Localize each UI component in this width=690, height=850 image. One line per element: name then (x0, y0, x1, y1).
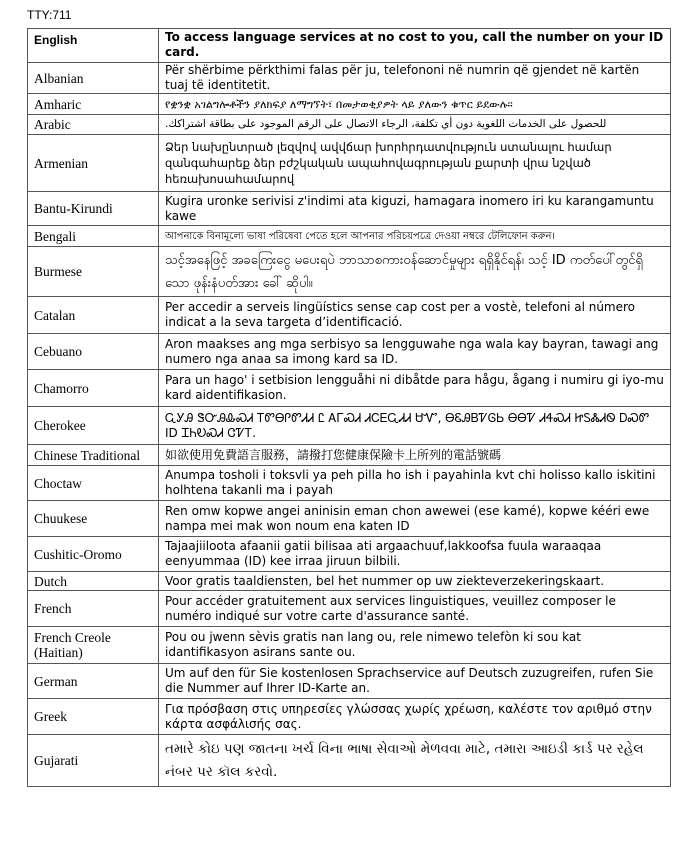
language-name: Amharic (28, 94, 159, 115)
table-row (28, 370, 671, 407)
language-name: Gujarati (28, 735, 159, 787)
language-text: Για πρόσβαση στις υπηρεσίες γλώσσας χωρίς χρέωση, καλέστε τον αριθμό στην κάρτα ασφάλισής σας. (159, 699, 671, 735)
language-text: Pour accéder gratuitement aux services linguistiques, veuillez composer le numéro indiqué sur votre carte d'assurance santé. (159, 591, 671, 627)
table-row (28, 247, 671, 297)
language-name: Albanian (28, 63, 159, 94)
language-name: Chinese Traditional (28, 445, 159, 466)
language-text: Anumpa tosholi i toksvli ya peh pilla ho ish i payahinla kvt chi holisso kallo iskitini holhtena takanli ma i payah (159, 466, 671, 501)
table-row (28, 445, 671, 466)
language-text: Um auf den für Sie kostenlosen Sprachservice auf Deutsch zuzugreifen, rufen Sie die Nummer auf Ihrer ID-Karte an. (159, 664, 671, 699)
language-text: Për shërbime përkthimi falas për ju, telefononi në numrin që gjendet në kartën tuaj të identitetit. (159, 63, 671, 94)
table-row (28, 591, 671, 627)
table-row (28, 135, 671, 192)
language-name: French (28, 591, 159, 627)
language-text: Per accedir a serveis lingüístics sense cap cost per a vostè, telefoni al número indicat a la seva targeta d’identificació. (159, 297, 671, 334)
language-name: Choctaw (28, 466, 159, 501)
language-text: Ձեր նախընտրած լեզվով ավվճար խորհրդատվություն ստանալու համար զանգահարեք ձեր բժշկական ապահովագրության քարտի վրա նշված հեռախոսահամարով (159, 135, 671, 192)
language-text: သင့်အနေဖြင့် အခကြေးငွေ မပေးရပဲ ဘာသာစကားဝန်ဆောင်မှုများ ရရှိနိုင်ရန်၊ သင့် ID ကတ်ပေါ်တွင်ရှိသော ဖုန်းနံပတ်အား ခေါ် ဆိုပါ။ (159, 247, 671, 297)
language-text: 如欲使用免費語言服務，請撥打您健康保險卡上所列的電話號碼 (159, 445, 671, 466)
language-name: Cebuano (28, 334, 159, 370)
language-name: Dutch (28, 572, 159, 591)
header-language-cell: English (28, 29, 159, 63)
language-name: Cushitic-Oromo (28, 537, 159, 572)
language-name: Chuukese (28, 501, 159, 537)
table-row (28, 192, 671, 226)
language-name: Bengali (28, 226, 159, 247)
table-row (28, 664, 671, 699)
table-row (28, 407, 671, 445)
table-row (28, 466, 671, 501)
table-row (28, 94, 671, 115)
language-name: Armenian (28, 135, 159, 192)
table-row (28, 501, 671, 537)
table-header-row (28, 29, 671, 63)
language-name: French Creole (Haitian) (28, 627, 159, 664)
language-text: Ren omw kopwe angei aninisin eman chon awewei (ese kamé), kopwe kééri ewe nampa mei mak won noum ena katen ID (159, 501, 671, 537)
language-text: আপনাকে বিনামূল্যে ভাষা পরিষেবা পেতে হলে আপনার পরিচয়পত্রে দেওয়া নম্বরে টেলিফোন করুন। (159, 226, 671, 247)
language-name: Arabic (28, 115, 159, 135)
language-name: Bantu-Kirundi (28, 192, 159, 226)
language-text: للحصول على الخدمات اللغوية دون أي تكلفة، الرجاء الاتصال على الرقم الموجود على بطاقة اشتراكك. (159, 115, 671, 135)
language-name: Greek (28, 699, 159, 735)
language-text: Pou ou jwenn sèvis gratis nan lang ou, rele nimewo telefòn ki sou kat idantifikasyon asirans sante ou. (159, 627, 671, 664)
language-text: Kugira uronke serivisi z'indimi ata kiguzi, hamagara inomero iri ku karangamuntu kawe (159, 192, 671, 226)
language-text: የቋንቋ አገልግሎቶችን ያለክፍያ ለማግኘት፣ በመታወቂያዎት ላይ ያለውን ቁጥር ይደውሉ፡፡ (159, 94, 671, 115)
language-name: Chamorro (28, 370, 159, 407)
language-name: German (28, 664, 159, 699)
tty-number: TTY:711 (27, 8, 72, 22)
language-services-table (27, 28, 671, 787)
header-text-cell: To access language services at no cost to you, call the number on your ID card. (159, 29, 671, 63)
language-text: તમારે કોઇ પણ જાતના ખર્ચ વિના ભાષા સેવાઓ મેળવવા માટે, તમારા આઇડી કાર્ડ પર રહેલ નંબર પર કૉલ કરવો. (159, 735, 671, 787)
language-name: Catalan (28, 297, 159, 334)
language-text: ᏩᎩᎯ ᏕᏅᎯᎲᏍᏗ ᎢᏛᎾᎵᏛᏗᏗ Ꮭ ᎪᎱᏍᏗ ᏗᏟᎬᏩᏗᏗ ᏌᏉ, ᎾᏋᎯᏴᏤᎶᏏ ᎾᎾᏤ ᏗᏎᏍᏗ ᏥᏚᏜᏗᏫ ᎠᏍᏛ ID ᏆᏂᎧᏍᏗ ᏣᏤᎢ. (159, 407, 671, 445)
table-row (28, 334, 671, 370)
table-row (28, 537, 671, 572)
table-row (28, 627, 671, 664)
language-name: Burmese (28, 247, 159, 297)
language-text: Voor gratis taaldiensten, bel het nummer op uw ziekteverzekeringskaart. (159, 572, 671, 591)
table-row (28, 572, 671, 591)
table-row (28, 63, 671, 94)
table-row (28, 115, 671, 135)
table-row (28, 699, 671, 735)
language-text: Para un hago' i setbision lengguåhi ni dibåtde para hågu, ågang i numiru gi iyo-mu kard aidentifikasion. (159, 370, 671, 407)
language-text: Aron maakses ang mga serbisyo sa lengguwahe nga wala kay bayran, tawagi ang numero nga anaa sa imong kard sa ID. (159, 334, 671, 370)
language-name: Cherokee (28, 407, 159, 445)
table-row (28, 226, 671, 247)
table-row (28, 735, 671, 787)
table-row (28, 297, 671, 334)
language-text: Tajaajiiloota afaanii gatii bilisaa ati argaachuuf,lakkoofsa fuula waraaqaa eenyummaa (ID) kee irraa jiruun bilbili. (159, 537, 671, 572)
